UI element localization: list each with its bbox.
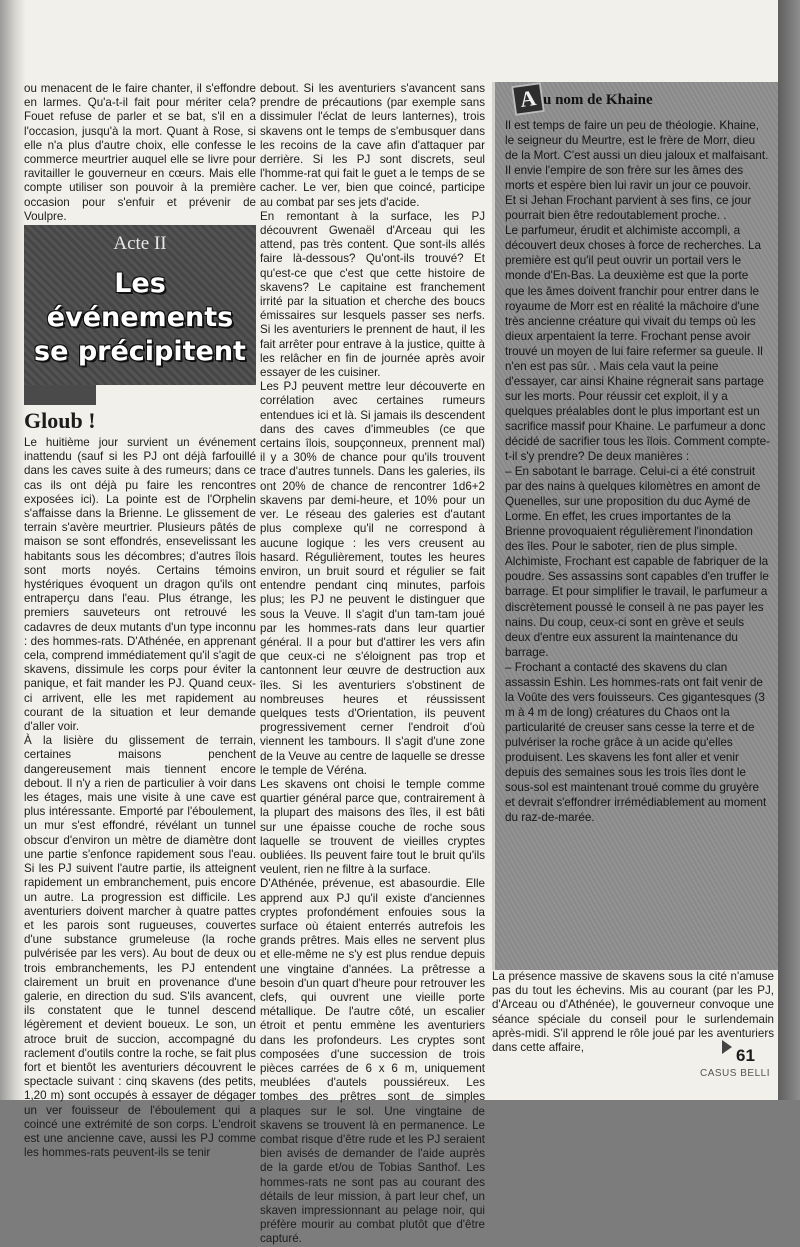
section-heading: Gloub ! [24, 408, 96, 433]
column-1-body [24, 436, 256, 1160]
act-title-line: événements [46, 302, 234, 333]
sidebar-paragraph: – Frochant a contacté des skavens du clan assassin Eshin. Les hommes-rats ont fait venir de la Voûte des vers fouisseurs. Ces gigantesques (3 m à 4 m de long) créatures du Chaos ont la particularité de creuser sans cesse la terre et de pulvériser la roche grâce à un acide qu'elles produisent. Les skavens les font aller et venir depuis des semaines sous les trois îles dont le sous-sol est maintenant troué comme du gruyère et devrait s'effondrer irrémédiablement au moment du raz-de-marée. [505, 660, 767, 825]
column-1-top [24, 82, 256, 224]
paragraph: D'Athénée, prévenue, est abasourdie. Elle apprend aux PJ qu'il existe d'anciennes cryptes profondément enfouies sous la surface où étaient enterrés autrefois les grands prêtres. Mais elles ne servent plus et elle-même ne s'y est plus rendue depuis une vingtaine d'années. La prêtresse a besoin d'un quart d'heure pour retrouver les clefs, qui ouvrent une vieille porte métallique. De l'autre côté, un escalier étroit et pentu emmène les aventuriers dans les profondeurs. Les cryptes sont composées d'une succession de trois pièces carrées de 6 x 6 m, uniquement meublées d'autels poussiéreux. Les tombes des prêtres sont de simples plaques sur le sol. Une vingtaine de skavens se trouvent là en permanence. Le combat risque d'être rude et les PJ seraient bien avisés de demander de l'aide auprès de la garde et/ou de Tobias Santhof. Les hommes-rats ne sont pas au courant des détails de leur mission, à part leur chef, un skaven impressionnant au pelage noir, qui préfère mourir au combat plutôt que d'être capturé. [260, 877, 485, 1246]
sidebar-paragraph: Il est temps de faire un peu de théologie. Khaine, le seigneur du Meurtre, est le frère de Morr, dieu de la Mort. C'est aussi un dieu jaloux et malfaisant. Il envie l'empire de son frère sur les âmes des morts et espère bien lui ravir un jour ce pouvoir. [505, 119, 769, 193]
act-label: Acte II [113, 233, 167, 254]
act-box-tab [24, 385, 96, 405]
paragraph: debout. Si les aventuriers s'avancent sans prendre de précautions (par exemple sans dissimuler l'éclat de leurs lanternes), trois skavens ont le temps de s'embusquer dans les recoins de la cave afin d'attaquer par derrière. Si les PJ sont discrets, seul l'homme-rat qui fait le guet a le temps de se cacher. Le ver, bien que coincé, participe au combat par ses jets d'acide. [260, 82, 485, 209]
sidebar-title: u nom de Khaine [543, 92, 653, 108]
sidebar-paragraph: Et si Jehan Frochant parvient à ses fins, ce jour pourrait bien être redoutablement proche. . [505, 194, 752, 223]
paragraph: ou menacent de le faire chanter, il s'effondre en larmes. Qu'a-t-il fait pour mériter cela? Fouet refuse de parler et se bat, s'il en a l'occasion, jusqu'à la mort. Quant à Rose, si elle n'a plus d'autre choix, elle confesse le commerce meurtrier auquel elle se livre pour ravitailler le gouverneur en cœurs. Mais elle compte utiliser son pouvoir à la première occasion pour s'enfuir et prévenir de Voulpre. [24, 82, 256, 223]
paragraph: Le huitième jour survient un événement inattendu (sauf si les PJ ont déjà farfouillé dans les caves suite à des rumeurs; dans ce cas ils ont déjà pu faire les rencontres exposées ici). La pointe est de l'Orphelin s'affaisse dans la Brienne. Le glissement de terrain s'avère meurtrier. Plusieurs pâtés de maison se sont effondrés, ensevelissant les habitants sous les décombres; d'autres îlois sont morts noyés. Certains témoins hystériques évoquent un dragon qu'ils ont entraperçu dans l'eau. Plus étrange, les premiers sauveteurs ont retrouvé les cadavres de deux mutants d'un type inconnu : des hommes-rats. D'Athénée, en apprenant cela, comprend immédiatement qu'il s'agit de skavens, dissimule les corps pour éviter la panique, et fait mander les PJ. Quand ceux-ci arrivent, elle les met rapidement au courant de la situation et leur demande d'aller voir. [24, 436, 256, 734]
act-title-line: Les [114, 268, 166, 299]
act-title-box [24, 225, 256, 385]
sidebar-paragraph: – En sabotant le barrage. Celui-ci a été construit par des nains à quelques kilomètres en amont de Quenelles, sur une proposition du duc Aymé de Lorme. En effet, les crues importantes de la Brienne provoquaient régulièrement l'inondation des îles. Pour le saboter, rien de plus simple. Alchimiste, Frochant est capable de fabriquer de la poudre. Ses assassins sont capables d'en truffer le barrage. Et pour simplifier le travail, le parfumeur a discrètement poussé le conseil à ne pas payer les nains. Du coup, ceux-ci sont en grève et seuls deux d'entre eux assurent la maintenance du barrage. [505, 465, 769, 659]
sidebar-paragraph: Le parfumeur, érudit et alchimiste accompli, a découvert deux choses à force de recherches. La première est qu'il peut ouvrir un portail vers le monde d'En-Bas. La deuxième est que la porte que les âmes doivent franchir pour entrer dans le royaume de Morr est en réalité la mâchoire d'une très ancienne créature qui vivait du temps où les dieux arpentaient la terre. Frochant pense avoir trouvé un moyen de lui faire refermer sa gueule. Il n'en est pas sûr. . Mais cela vaut la peine d'essayer, car ainsi Khaine régnerait sans partage sur les morts. Pour réussir cet exploit, il y a quelques préalables dont le plus important est un sacrifice massif pour Khaine. Le parfumeur a donc décidé de sacrifier tous les îlois. Comment compte-t-il s'y prendre? De deux manières : [505, 224, 771, 464]
paragraph: En remontant à la surface, les PJ découvrent Gwenaël d'Arceau qui les attend, pas très content. Que sont-ils allés faire là-dessous? Qu'ont-ils trouvé? Et qu'est-ce que c'est que cette histoire de skavens? Le capitaine est franchement irrité par la situation et cherche des boucs émissaires sur lesquels passer ses nerfs. Si les aventuriers le prennent de haut, il les fait arrêter pour entrave à la justice, quitte à les relâcher en fin de journée après avoir essayer de les cuisiner. [260, 209, 485, 380]
paragraph: Les skavens ont choisi le temple comme quartier général parce que, contrairement à la plupart des maisons des îles, il est bâti sur une épaisse couche de roche sous laquelle se trouvent de vieilles cryptes oubliées. Ils peuvent faire tout le bruit qu'ils veulent, rien ne filtre à la surface. [260, 777, 485, 877]
sidebar-dropcap: A [511, 82, 545, 116]
sidebar-header [495, 82, 779, 116]
act-title-line: se précipitent [34, 336, 246, 367]
act-title [24, 267, 256, 369]
page-number: 61 [736, 1046, 755, 1065]
sidebar-box [492, 82, 779, 970]
publication-name: CASUS BELLI [700, 1068, 770, 1079]
paragraph: À la lisière du glissement de terrain, certaines maisons penchent dangereusement mais tiennent encore debout. Il n'y a rien de particulier à voir dans les étages, mais une visite à une cave est plus intéressante. Emporté par l'éboulement, un mur s'est effondré, révélant un tunnel obscur d'environ un mètre de diamètre dont une partie s'enfonce rapidement sous l'eau. Si les PJ suivent l'autre partie, ils atteignent rapidement un embranchement, puis encore un autre. La progression est difficile. Les aventuriers doivent marcher à quatre pattes et les parois sont rugueuses, couvertes d'une substance grumeleuse (la roche pulvérisée par les vers). Au bout de deux ou trois embranchements, les PJ entendent clairement un bruit en provenance d'une galerie, en direction du sud. S'ils avancent, ils constatent que le tunnel descend légèrement et devient boueux. Le son, un atroce bruit de succion, accompagné du raclement d'outils contre la roche, se fait plus fort et bientôt les aventuriers découvrent le spectacle suivant : cinq skavens (des petits, 1,20 m) sont occupés à essayer de dégager un ver fouisseur de l'éboulement qui a coincé une extrémité de son corps. L'endroit est une ancienne cave, aussi les PJ comme les hommes-rats peuvent-ils se tenir [24, 734, 256, 1160]
column-2 [260, 82, 485, 1247]
paragraph: Les PJ peuvent mettre leur découverte en corrélation avec certaines rumeurs entendues ici et là. Si jamais ils descendent dans des caves d'immeubles (ce que certains îlois, soupçonneux, prennent mal) il y a 30% de chance pour qu'ils trouvent trace d'autres tunnels. Dans les galeries, ils ont 20% de chance de rencontrer 1d6+2 skavens par demi-heure, et 10% pour un ver. Le réseau des galeries est d'autant plus complexe qu'il ne correspond à aucune logique : les vers creusent au hasard. Régulièrement, toutes les heures environ, un bruit sourd et régulier se fait entendre pendant cinq minutes, parfois plus; les PJ ne peuvent le distinguer que sous la Veuve. Il s'agit d'un tam-tam joué par les hommes-rats dans leur quartier général. Il a pour but d'attirer les vers afin que ceux-ci ne s'éloignent pas trop et cantonnent leur œuvre de destruction aux îles. Si les aventuriers s'obstinent de nombreuses heures et réussissent quelques tests d'Orientation, ils peuvent progressivement cerner l'endroit d'où viennent les tambours. Il s'agit d'une zone de la Veuve au centre de laquelle se dresse le temple de Véréna. [260, 380, 485, 777]
page-edge [778, 0, 800, 1100]
sidebar-body [505, 118, 771, 825]
paragraph: La présence massive de skavens sous la cité n'amuse pas du tout les échevins. Mis au courant (par les PJ, d'Arceau ou d'Athénée), le gouverneur convoque une séance spéciale du conseil pour le surlendemain après-midi. S'il apprend le rôle joué par les aventuriers dans cette affaire, [492, 970, 774, 1055]
binding-shadow [0, 0, 26, 1100]
continue-arrow-icon [722, 1040, 732, 1054]
